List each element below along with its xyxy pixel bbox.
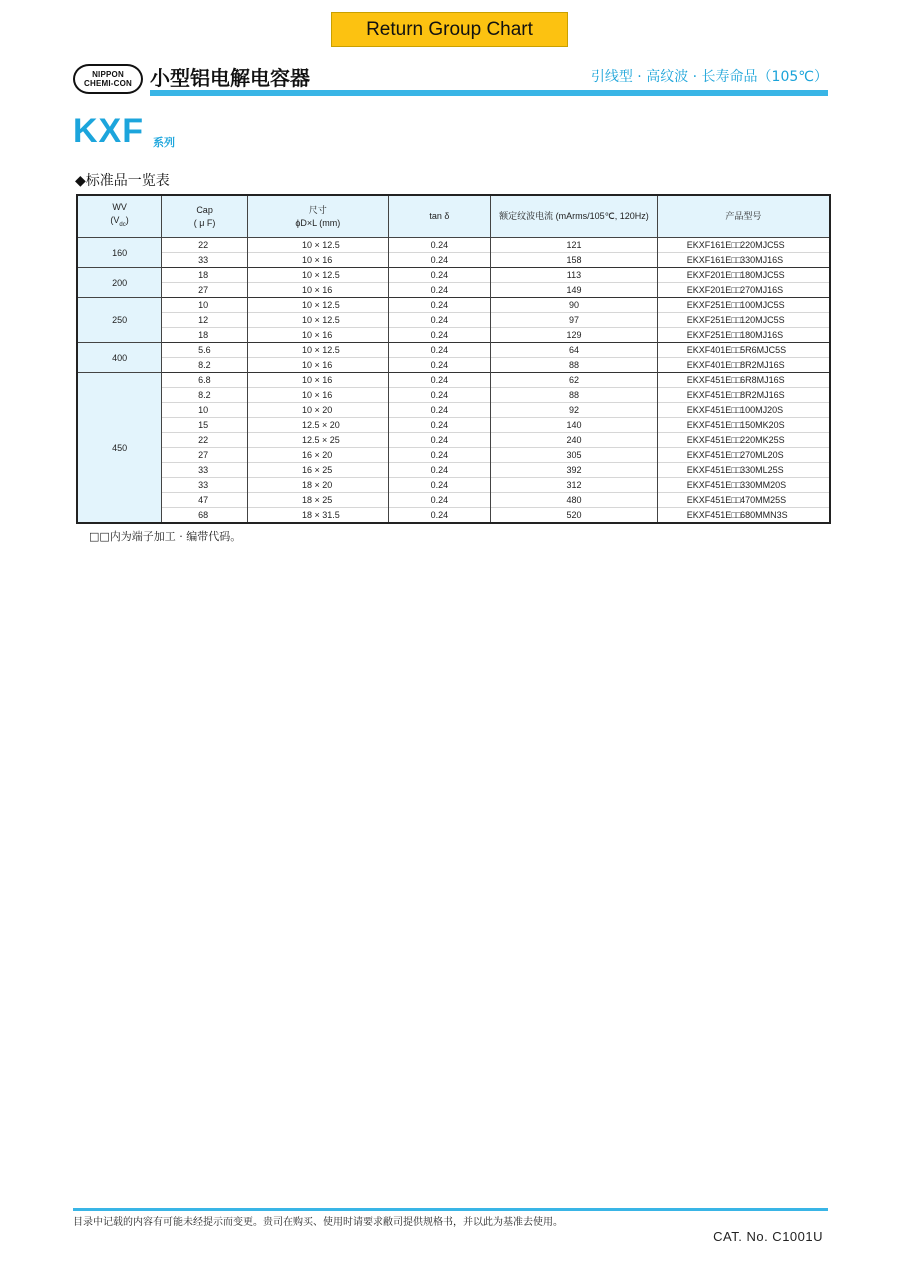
table-row: [77, 373, 830, 388]
tan-delta-cell: 0.24: [388, 493, 491, 508]
footer-divider: [73, 1208, 828, 1211]
tan-delta-cell: 0.24: [388, 328, 491, 343]
part-number-suffix: 180MJ16S: [740, 330, 784, 340]
size-cell: 10 × 12.5: [247, 238, 388, 253]
terminal-code-placeholder: □□: [731, 315, 741, 325]
tan-delta-cell: 0.24: [388, 388, 491, 403]
cap-cell: 15: [162, 418, 248, 433]
ripple-current-cell: 305: [491, 448, 657, 463]
table-row: [77, 478, 830, 493]
terminal-code-placeholder: □□: [731, 330, 741, 340]
header-size-label: 尺寸: [308, 204, 327, 215]
table-row: [77, 418, 830, 433]
terminal-code-placeholder: □□: [731, 420, 741, 430]
header-wv: [77, 195, 162, 238]
part-number-prefix: EKXF201E: [686, 285, 732, 295]
part-number-prefix: EKXF451E: [686, 495, 732, 505]
size-cell: 18 × 20: [247, 478, 388, 493]
part-number-suffix: 220MJC5S: [740, 240, 785, 250]
part-number-prefix: EKXF451E: [686, 375, 732, 385]
size-cell: 10 × 12.5: [247, 298, 388, 313]
cap-cell: 10: [162, 403, 248, 418]
part-number-suffix: 270ML20S: [740, 450, 784, 460]
header-cap-label: Cap: [196, 204, 213, 215]
cap-cell: 6.8: [162, 373, 248, 388]
part-number-suffix: 8R2MJ16S: [740, 360, 785, 370]
terminal-code-placeholder: □□: [731, 270, 741, 280]
header-wv-unit-close: ): [125, 215, 129, 226]
part-number-prefix: EKXF201E: [686, 270, 732, 280]
size-cell: 12.5 × 25: [247, 433, 388, 448]
table-row: [77, 238, 830, 253]
size-cell: 10 × 16: [247, 328, 388, 343]
ripple-current-cell: 90: [491, 298, 657, 313]
tan-delta-cell: 0.24: [388, 343, 491, 358]
terminal-code-placeholder: □□: [731, 495, 741, 505]
part-number-suffix: 470MM25S: [740, 495, 787, 505]
part-number-prefix: EKXF451E: [686, 510, 732, 520]
header-ripple: 额定纹波电流 (mArms/105℃, 120Hz): [491, 195, 657, 238]
tan-delta-cell: 0.24: [388, 253, 491, 268]
part-number-suffix: 100MJ20S: [740, 405, 784, 415]
cap-cell: 33: [162, 463, 248, 478]
table-row: [77, 298, 830, 313]
terminal-code-placeholder: □□: [731, 375, 741, 385]
size-cell: 10 × 16: [247, 283, 388, 298]
wv-cell: 450: [77, 373, 162, 524]
logo-line-1: NIPPON: [92, 70, 124, 79]
part-number-cell: [657, 328, 830, 343]
tan-delta-cell: 0.24: [388, 313, 491, 328]
part-number-suffix: 680MMN3S: [740, 510, 788, 520]
tan-delta-cell: 0.24: [388, 418, 491, 433]
cap-cell: 33: [162, 253, 248, 268]
wv-cell: 400: [77, 343, 162, 373]
footer-disclaimer: 目录中记载的内容有可能未经提示而变更。贵司在购买、使用时请要求敝司提供规格书，并以此为基准去使用。: [73, 1217, 563, 1228]
table-row: [77, 493, 830, 508]
part-number-cell: [657, 313, 830, 328]
part-number-prefix: EKXF451E: [686, 420, 732, 430]
table-row: [77, 403, 830, 418]
header-tan: tan δ: [388, 195, 491, 238]
cap-cell: 18: [162, 328, 248, 343]
header-size: [247, 195, 388, 238]
tan-delta-cell: 0.24: [388, 373, 491, 388]
table-body: [77, 238, 830, 524]
part-number-prefix: EKXF451E: [686, 450, 732, 460]
header-wv-unit: [78, 214, 161, 232]
table-row: [77, 358, 830, 373]
tan-delta-cell: 0.24: [388, 238, 491, 253]
terminal-code-placeholder: □□: [731, 510, 741, 520]
part-number-suffix: 180MJC5S: [740, 270, 785, 280]
part-number-suffix: 270MJ16S: [740, 285, 784, 295]
part-number-cell: [657, 298, 830, 313]
ripple-current-cell: 240: [491, 433, 657, 448]
ripple-current-cell: 520: [491, 508, 657, 524]
part-number-prefix: EKXF251E: [686, 300, 732, 310]
cap-cell: 47: [162, 493, 248, 508]
cap-cell: 22: [162, 238, 248, 253]
size-cell: 10 × 16: [247, 358, 388, 373]
terminal-code-placeholder: □□: [731, 480, 741, 490]
part-number-suffix: 220MK25S: [740, 435, 785, 445]
page-subtitle: 引线型 · 高纹波 · 长寿命品（105℃）: [590, 69, 828, 85]
logo-line-2: CHEMI-CON: [83, 79, 133, 88]
ripple-current-cell: 392: [491, 463, 657, 478]
ripple-current-cell: 88: [491, 388, 657, 403]
terminal-code-note: □□内为端子加工 · 编带代码。: [89, 530, 242, 543]
size-cell: 18 × 31.5: [247, 508, 388, 524]
size-cell: 16 × 25: [247, 463, 388, 478]
tan-delta-cell: 0.24: [388, 298, 491, 313]
part-number-suffix: 330MJ16S: [740, 255, 784, 265]
tan-delta-cell: 0.24: [388, 403, 491, 418]
tan-delta-cell: 0.24: [388, 358, 491, 373]
header-size-unit: ϕD×L (mm): [295, 217, 341, 228]
part-number-cell: [657, 343, 830, 358]
tan-delta-cell: 0.24: [388, 283, 491, 298]
page-title: 小型铝电解电容器: [150, 66, 310, 90]
part-number-cell: [657, 283, 830, 298]
part-number-prefix: EKXF451E: [686, 405, 732, 415]
cap-cell: 5.6: [162, 343, 248, 358]
ripple-current-cell: 129: [491, 328, 657, 343]
header-cap-unit: ( μ F): [193, 217, 216, 228]
table-row: [77, 313, 830, 328]
part-number-cell: [657, 478, 830, 493]
part-number-suffix: 6R8MJ16S: [740, 375, 785, 385]
nippon-chemi-con-logo: [73, 64, 143, 94]
size-cell: 12.5 × 20: [247, 418, 388, 433]
terminal-code-placeholder: □□: [731, 300, 741, 310]
part-number-cell: [657, 388, 830, 403]
cap-cell: 8.2: [162, 388, 248, 403]
part-number-prefix: EKXF401E: [686, 345, 732, 355]
cap-cell: 33: [162, 478, 248, 493]
ripple-current-cell: 88: [491, 358, 657, 373]
ripple-current-cell: 92: [491, 403, 657, 418]
part-number-prefix: EKXF451E: [686, 465, 732, 475]
ripple-current-cell: 312: [491, 478, 657, 493]
table-row: [77, 433, 830, 448]
part-number-cell: [657, 358, 830, 373]
terminal-code-placeholder: □□: [731, 435, 741, 445]
size-cell: 10 × 12.5: [247, 343, 388, 358]
series-suffix: 系列: [153, 136, 175, 149]
table-row: [77, 283, 830, 298]
part-number-cell: [657, 268, 830, 283]
header-part-number: 产品型号: [657, 195, 830, 238]
terminal-code-placeholder: □□: [731, 360, 741, 370]
part-number-cell: [657, 238, 830, 253]
part-number-cell: [657, 508, 830, 524]
part-number-suffix: 5R6MJC5S: [740, 345, 787, 355]
terminal-code-placeholder: □□: [731, 450, 741, 460]
tan-delta-cell: 0.24: [388, 268, 491, 283]
header-divider: [150, 90, 828, 96]
part-number-prefix: EKXF401E: [686, 360, 732, 370]
terminal-code-placeholder: □□: [731, 465, 741, 475]
ripple-current-cell: 158: [491, 253, 657, 268]
part-number-cell: [657, 403, 830, 418]
part-number-cell: [657, 418, 830, 433]
ripple-current-cell: 64: [491, 343, 657, 358]
wv-cell: 250: [77, 298, 162, 343]
table-row: [77, 508, 830, 524]
section-heading: ◆标准品一览表: [75, 173, 170, 189]
part-number-cell: [657, 463, 830, 478]
cap-cell: 27: [162, 448, 248, 463]
size-cell: 16 × 20: [247, 448, 388, 463]
table-header-row: [77, 195, 830, 238]
ripple-current-cell: 149: [491, 283, 657, 298]
size-cell: 10 × 12.5: [247, 313, 388, 328]
part-number-cell: [657, 433, 830, 448]
part-number-prefix: EKXF251E: [686, 330, 732, 340]
size-cell: 18 × 25: [247, 493, 388, 508]
cap-cell: 22: [162, 433, 248, 448]
cap-cell: 68: [162, 508, 248, 524]
tan-delta-cell: 0.24: [388, 463, 491, 478]
part-number-suffix: 100MJC5S: [740, 300, 785, 310]
ripple-current-cell: 97: [491, 313, 657, 328]
table-row: [77, 448, 830, 463]
size-cell: 10 × 16: [247, 253, 388, 268]
size-cell: 10 × 16: [247, 388, 388, 403]
terminal-code-placeholder: □□: [731, 345, 741, 355]
wv-cell: 200: [77, 268, 162, 298]
part-number-prefix: EKXF161E: [686, 255, 732, 265]
header-cap: [162, 195, 248, 238]
size-cell: 10 × 16: [247, 373, 388, 388]
part-number-cell: [657, 253, 830, 268]
table-row: [77, 388, 830, 403]
part-number-suffix: 120MJC5S: [740, 315, 785, 325]
header-wv-unit-open: (V: [110, 215, 120, 226]
series-name: KXF: [73, 112, 144, 150]
header-wv-unit-sub: dc: [119, 221, 126, 228]
part-number-cell: [657, 493, 830, 508]
cap-cell: 18: [162, 268, 248, 283]
ripple-current-cell: 480: [491, 493, 657, 508]
part-number-prefix: EKXF251E: [686, 315, 732, 325]
part-number-suffix: 330ML25S: [740, 465, 784, 475]
part-number-suffix: 330MM20S: [740, 480, 787, 490]
cap-cell: 10: [162, 298, 248, 313]
terminal-code-placeholder: □□: [731, 285, 741, 295]
cap-cell: 12: [162, 313, 248, 328]
part-number-prefix: EKXF451E: [686, 435, 732, 445]
header-wv-label: WV: [112, 202, 127, 213]
return-group-chart-button[interactable]: Return Group Chart: [331, 12, 568, 47]
table-row: [77, 343, 830, 358]
table-row: [77, 463, 830, 478]
standard-products-table: [76, 194, 831, 524]
terminal-code-placeholder: □□: [731, 255, 741, 265]
part-number-prefix: EKXF161E: [686, 240, 732, 250]
part-number-suffix: 150MK20S: [740, 420, 785, 430]
size-cell: 10 × 12.5: [247, 268, 388, 283]
wv-cell: 160: [77, 238, 162, 268]
tan-delta-cell: 0.24: [388, 448, 491, 463]
catalog-number: CAT. No. C1001U: [713, 1229, 823, 1244]
part-number-cell: [657, 448, 830, 463]
ripple-current-cell: 62: [491, 373, 657, 388]
ripple-current-cell: 121: [491, 238, 657, 253]
table-row: [77, 328, 830, 343]
cap-cell: 27: [162, 283, 248, 298]
size-cell: 10 × 20: [247, 403, 388, 418]
table-row: [77, 268, 830, 283]
table-row: [77, 253, 830, 268]
cap-cell: 8.2: [162, 358, 248, 373]
tan-delta-cell: 0.24: [388, 433, 491, 448]
ripple-current-cell: 140: [491, 418, 657, 433]
part-number-cell: [657, 373, 830, 388]
tan-delta-cell: 0.24: [388, 508, 491, 524]
terminal-code-placeholder: □□: [731, 240, 741, 250]
ripple-current-cell: 113: [491, 268, 657, 283]
part-number-prefix: EKXF451E: [686, 480, 732, 490]
part-number-suffix: 8R2MJ16S: [740, 390, 785, 400]
part-number-prefix: EKXF451E: [686, 390, 732, 400]
tan-delta-cell: 0.24: [388, 478, 491, 493]
terminal-code-placeholder: □□: [731, 405, 741, 415]
terminal-code-placeholder: □□: [731, 390, 741, 400]
